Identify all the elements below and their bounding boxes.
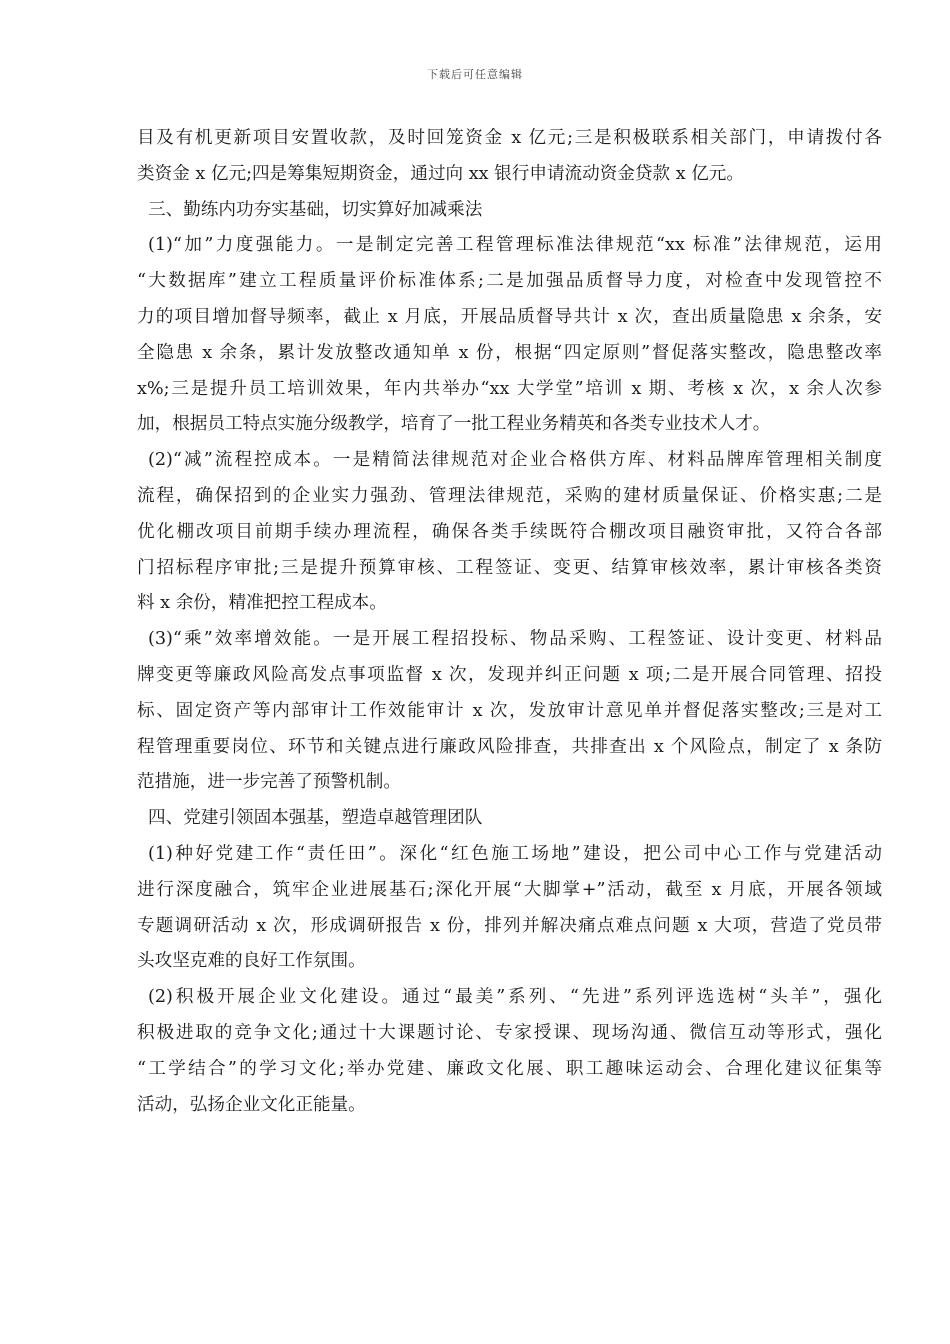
- paragraph-line: 流程，确保招到的企业实力强劲、管理法律规范，采购的建材质量保证、价格实惠;二是: [137, 485, 882, 506]
- paragraph-line: 力的项目增加督导频率，截止 x 月底，开展品质督导共计 x 次，查出质量隐患 x 余条，安: [137, 306, 882, 327]
- paragraph-line: 类资金 x 亿元;四是筹集短期资金，通过向 xx 银行申请流动资金贷款 x 亿元。: [137, 163, 744, 184]
- paragraph-line: 优化棚改项目前期手续办理流程，确保各类手续既符合棚改项目融资审批，又符合各部: [137, 521, 882, 542]
- document-body: [137, 121, 882, 1123]
- paragraph-line: (2)积极开展企业文化建设。通过“最美”系列、“先进”系列评选选树“头羊”，强化: [148, 987, 882, 1008]
- paragraph-line: (2)“减”流程控成本。一是精简法律规范对企业合格供方库、材料品牌库管理相关制度: [148, 450, 882, 471]
- paragraph-line: (1)种好党建工作“责任田”。深化“红色施工场地”建设，把公司中心工作与党建活动: [148, 843, 882, 864]
- section-heading: 四、党建引领固本强基，塑造卓越管理团队: [148, 808, 483, 829]
- paragraph-line: 进行深度融合，筑牢企业进展基石;深化开展“大脚掌+”活动，截至 x 月底，开展各领域: [137, 879, 882, 900]
- paragraph-line: x%;三是提升员工培训效果，年内共举办“xx 大学堂”培训 x 期、考核 x 次，x 余人次参: [137, 378, 882, 399]
- paragraph-line: “大数据库”建立工程质量评价标准体系;二是加强品质督导力度，对检查中发现管控不: [137, 271, 882, 292]
- paragraph-line: 牌变更等廉政风险高发点事项监督 x 次，发现并纠正问题 x 项;二是开展合同管理、招投: [137, 664, 882, 685]
- paragraph-line: 标、固定资产等内部审计工作效能审计 x 次，发放审计意见单并督促落实整改;三是对工: [137, 700, 882, 721]
- paragraph-line: 头攻坚克难的良好工作氛围。: [137, 951, 366, 972]
- paragraph-line: 程管理重要岗位、环节和关键点进行廉政风险排查，共排查出 x 个风险点，制定了 x 条防: [137, 736, 882, 757]
- paragraph-line: 活动，弘扬企业文化正能量。: [137, 1094, 366, 1115]
- paragraph-line: 料 x 余份，精准把控工程成本。: [137, 593, 387, 614]
- paragraph-line: 全隐患 x 余条，累计发放整改通知单 x 份，根据“四定原则”督促落实整改，隐患整改率: [137, 342, 882, 363]
- paragraph-line: 加，根据员工特点实施分级教学，培育了一批工程业务精英和各类专业技术人才。: [137, 414, 771, 435]
- paragraph-line: 积极进取的竞争文化;通过十大课题讨论、专家授课、现场沟通、微信互动等形式，强化: [137, 1022, 882, 1043]
- paragraph-line: “工学结合”的学习文化;举办党建、廉政文化展、职工趣味运动会、合理化建议征集等: [137, 1058, 882, 1079]
- paragraph-line: (3)“乘”效率增效能。一是开展工程招投标、物品采购、工程签证、设计变更、材料品: [148, 629, 882, 650]
- paragraph-line: 专题调研活动 x 次，形成调研报告 x 份，排列并解决痛点难点问题 x 大项，营造了党员带: [137, 915, 882, 936]
- paragraph-line: 目及有机更新项目安置收款，及时回笼资金 x 亿元;三是积极联系相关部门，申请拨付各: [137, 128, 882, 148]
- paragraph-line: 门招标程序审批;三是提升预算审核、工程签证、变更、结算审核效率，累计审核各类资: [137, 557, 882, 578]
- paragraph-line: (1)“加”力度强能力。一是制定完善工程管理标准法律规范“xx 标准”法律规范，运用: [148, 235, 882, 256]
- paragraph-line: 范措施，进一步完善了预警机制。: [137, 772, 401, 793]
- section-heading: 三、勤练内功夯实基础，切实算好加减乘法: [148, 199, 483, 220]
- page-header-note: 下载后可任意编辑: [427, 68, 523, 81]
